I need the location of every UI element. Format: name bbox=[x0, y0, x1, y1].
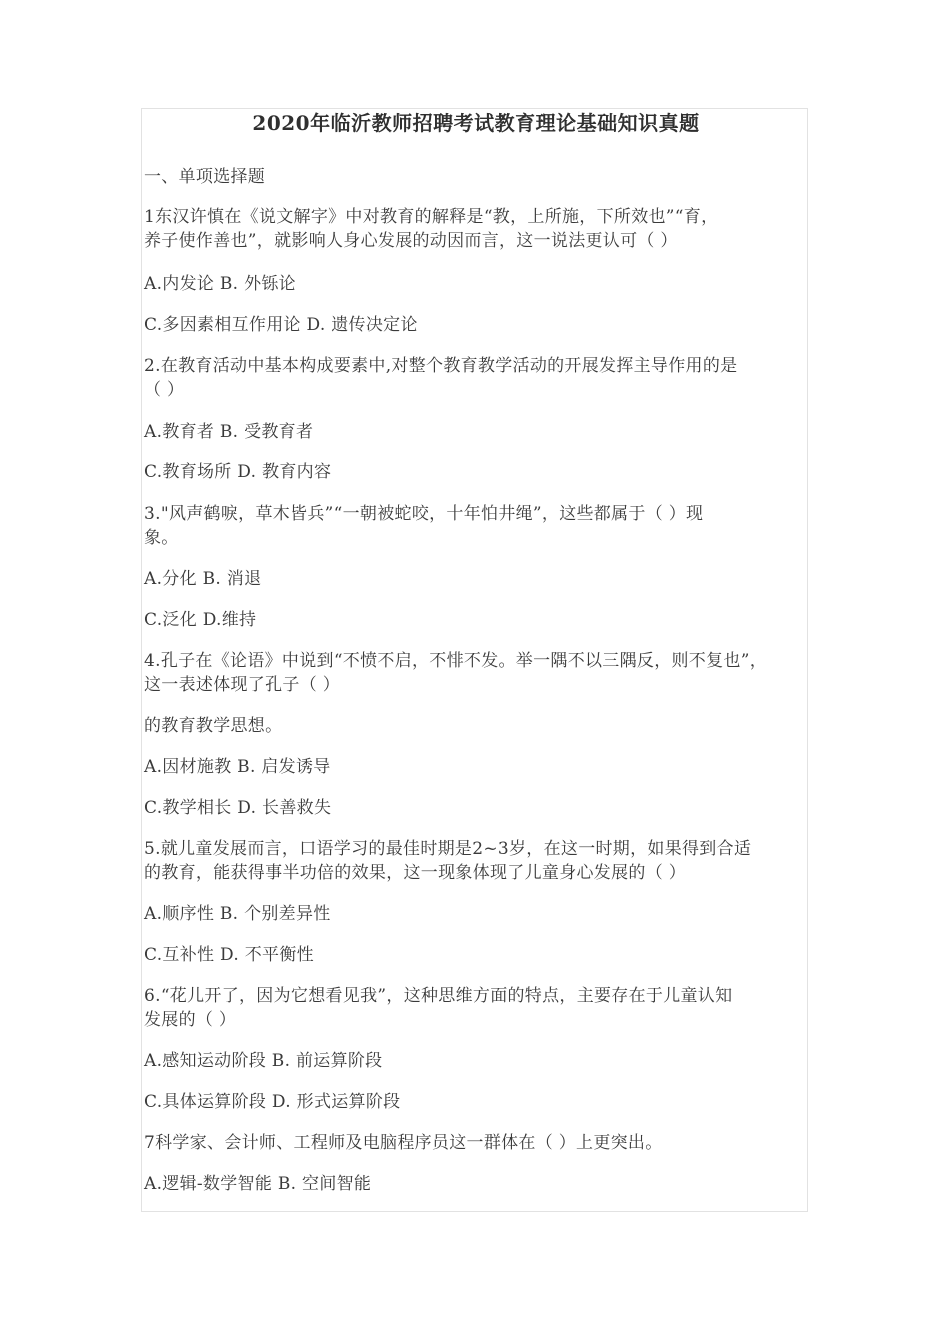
question-6-options-ab: A.感知运动阶段 B. 前运算阶段 bbox=[144, 1051, 383, 1071]
section-heading: 一、单项选择题 bbox=[144, 167, 266, 187]
question-7-line-1: 7科学家、会计师、工程师及电脑程序员这一群体在（ ）上更突出。 bbox=[144, 1133, 663, 1153]
question-2-options-cd: C.教育场所 D. 教育内容 bbox=[144, 462, 332, 482]
document-title: 2020年临沂教师招聘考试教育理论基础知识真题 bbox=[252, 111, 700, 135]
question-5-line-2: 的教育，能获得事半功倍的效果，这一现象体现了儿童身心发展的（ ） bbox=[144, 863, 687, 883]
question-2-line-1: 2.在教育活动中基本构成要素中,对整个教育教学活动的开展发挥主导作用的是 bbox=[144, 356, 738, 376]
question-5-options-ab: A.顺序性 B. 个别差异性 bbox=[144, 904, 331, 924]
question-5-options-cd: C.互补性 D. 不平衡性 bbox=[144, 945, 314, 965]
question-1-line-2: 养子使作善也”，就影响人身心发展的动因而言，这一说法更认可（ ） bbox=[144, 231, 678, 251]
question-7-options-ab: A.逻辑-数学智能 B. 空间智能 bbox=[144, 1174, 372, 1194]
question-6-line-1: 6.“花儿开了，因为它想看见我”，这种思维方面的特点，主要存在于儿童认知 bbox=[144, 986, 733, 1006]
question-1-line-1: 1东汉许慎在《说文解字》中对教育的解释是“教，上所施，下所效也”“育， bbox=[144, 207, 719, 227]
question-5-line-1: 5.就儿童发展而言，口语学习的最佳时期是2~3岁，在这一时期，如果得到合适 bbox=[144, 839, 752, 859]
question-3-line-2: 象。 bbox=[144, 528, 179, 548]
question-4-line-3: 的教育教学思想。 bbox=[144, 716, 283, 736]
document-body bbox=[144, 108, 814, 1194]
question-4-options-cd: C.教学相长 D. 长善救失 bbox=[144, 798, 332, 818]
question-3-line-1: 3."风声鹤唳，草木皆兵”“一朝被蛇咬，十年怕井绳”，这些都属于（ ）现 bbox=[144, 504, 704, 524]
question-6-line-2: 发展的（ ） bbox=[144, 1010, 237, 1030]
question-6-options-cd: C.具体运算阶段 D. 形式运算阶段 bbox=[144, 1092, 401, 1112]
question-2-line-2: （ ） bbox=[144, 380, 185, 400]
question-3-options-cd: C.泛化 D.维持 bbox=[144, 610, 257, 630]
question-2-options-ab: A.教育者 B. 受教育者 bbox=[144, 422, 314, 442]
question-1-options-ab: A.内发论 B. 外铄论 bbox=[144, 274, 296, 294]
question-3-options-ab: A.分化 B. 消退 bbox=[144, 569, 262, 589]
question-1-options-cd: C.多因素相互作用论 D. 遗传决定论 bbox=[144, 315, 418, 335]
question-4-options-ab: A.因材施教 B. 启发诱导 bbox=[144, 757, 331, 777]
question-4-line-2: 这一表述体现了孔子（ ） bbox=[144, 675, 341, 695]
question-4-line-1: 4.孔子在《论语》中说到“不愤不启，不悱不发。举一隅不以三隅反，则不复也”， bbox=[144, 651, 767, 671]
